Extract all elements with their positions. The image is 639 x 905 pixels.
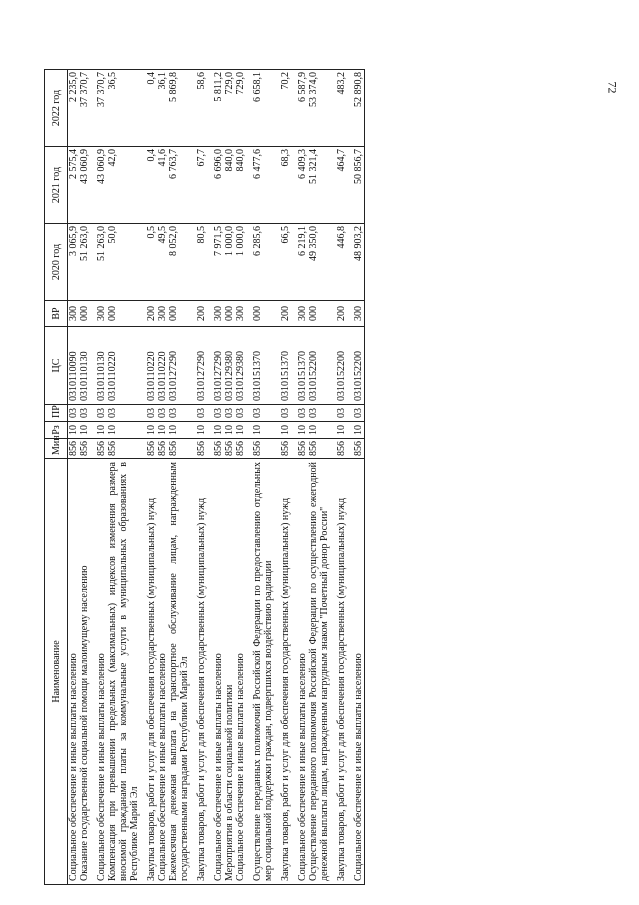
row-min: 856 [213,439,224,459]
row-name: Социальное обеспечение и иные выплаты населению [157,459,168,885]
row-min: 856 [308,439,330,459]
row-min: 856 [336,439,347,459]
table-row [353,70,365,885]
row-value-2020: 50,0 [107,224,140,301]
row-value-2020: 49,5 [157,224,168,301]
row-value-2020: 51 263,0 [96,224,107,301]
row-value-2021: 840,0 [224,147,235,224]
row-rz: 10 [252,422,274,439]
row-rz: 10 [168,422,190,439]
row-rz: 10 [353,422,365,439]
table-row [196,70,207,885]
row-value-2020: 80,5 [196,224,207,301]
table-row [280,70,291,885]
row-value-2022: 729,0 [235,70,246,147]
row-min: 856 [196,439,207,459]
row-value-2022: 6 587,9 [297,70,308,147]
table-row [308,70,330,885]
row-min: 856 [168,439,190,459]
row-value-2020: 7 971,5 [213,224,224,301]
row-value-2020: 51 263,0 [79,224,90,301]
row-vr: 000 [252,301,274,327]
row-value-2022: 37 370,7 [79,70,90,147]
table-row [235,70,246,885]
table-row [168,70,190,885]
row-value-2021: 0,4 [146,147,157,224]
row-value-2022: 36,5 [107,70,140,147]
row-value-2020: 446,8 [336,224,347,301]
table-row [68,70,80,885]
row-value-2021: 67,7 [196,147,207,224]
row-vr: 200 [196,301,207,327]
row-cs: 0310127290 [213,327,224,405]
header-vr: ВР [45,301,68,327]
row-cs: 0310110130 [79,327,90,405]
row-vr: 200 [336,301,347,327]
header-2020: 2020 год [45,224,68,301]
header-cs: ЦС [45,327,68,405]
row-pr: 03 [213,405,224,422]
row-pr: 03 [146,405,157,422]
row-rz: 10 [213,422,224,439]
row-min: 856 [224,439,235,459]
row-value-2022: 37 370,7 [96,70,107,147]
row-value-2020: 48 903,2 [353,224,365,301]
row-value-2021: 6 763,7 [168,147,190,224]
table-row [336,70,347,885]
row-rz: 10 [336,422,347,439]
table-row [297,70,308,885]
row-vr: 300 [157,301,168,327]
row-value-2020: 3 065,9 [68,224,80,301]
row-value-2022: 5 811,2 [213,70,224,147]
row-name: Компенсация при превышении предельных (максимальных) индексов изменения размера вносимой гражданами платы за коммунальные услуги в муниципальных образованиях в Республике Марий Эл [107,459,140,885]
header-pr: ПР [45,405,68,422]
header-rz: Рз [45,422,68,439]
row-vr: 000 [79,301,90,327]
row-rz: 10 [107,422,140,439]
row-cs: 0310129380 [235,327,246,405]
row-name: Закупка товаров, работ и услуг для обеспечения государственных (муниципальных) нужд [336,459,347,885]
row-vr: 300 [235,301,246,327]
header-2021: 2021 год [45,147,68,224]
row-rz: 10 [308,422,330,439]
row-value-2020: 1 000,0 [224,224,235,301]
row-cs: 0310110220 [146,327,157,405]
row-value-2021: 43 060,9 [96,147,107,224]
row-rz: 10 [224,422,235,439]
row-value-2020: 66,5 [280,224,291,301]
row-value-2021: 6 409,3 [297,147,308,224]
row-pr: 03 [107,405,140,422]
row-cs: 0310151370 [280,327,291,405]
row-vr: 000 [168,301,190,327]
row-value-2020: 49 350,0 [308,224,330,301]
row-pr: 03 [196,405,207,422]
row-cs: 0310152200 [308,327,330,405]
row-name: Социальное обеспечение и иные выплаты населению [297,459,308,885]
row-value-2021: 68,3 [280,147,291,224]
row-vr: 000 [224,301,235,327]
row-pr: 03 [224,405,235,422]
table-row [107,70,140,885]
row-vr: 000 [308,301,330,327]
row-vr: 000 [107,301,140,327]
table-row [157,70,168,885]
table-row [96,70,107,885]
row-value-2021: 51 321,4 [308,147,330,224]
table-row [252,70,274,885]
table-body [68,70,365,885]
table-row [146,70,157,885]
row-rz: 10 [68,422,80,439]
row-value-2020: 6 219,1 [297,224,308,301]
row-value-2022: 0,4 [146,70,157,147]
row-min: 856 [297,439,308,459]
row-pr: 03 [235,405,246,422]
row-pr: 03 [353,405,365,422]
row-name: Социальное обеспечение и иные выплаты населению [68,459,80,885]
row-vr: 200 [146,301,157,327]
row-rz: 10 [196,422,207,439]
row-vr: 300 [96,301,107,327]
row-value-2022: 53 374,0 [308,70,330,147]
row-cs: 0310110090 [68,327,80,405]
row-name: Ежемесячная денежная выплата на транспортное обслуживание лицам, награжденным государственными наградами Республики Марий Эл [168,459,190,885]
row-vr: 300 [353,301,365,327]
table-row [79,70,90,885]
table-row [224,70,235,885]
row-value-2020: 0,5 [146,224,157,301]
row-cs: 0310151370 [252,327,274,405]
row-min: 856 [79,439,90,459]
row-name: Осуществление переданного полномочия Российской Федерации по осуществлению ежегодной денежной выплаты лицам, награжденным нагрудным знаком "Почетный донор России" [308,459,330,885]
row-value-2022: 58,6 [196,70,207,147]
row-cs: 0310127290 [168,327,190,405]
row-name: Осуществление переданных полномочий Российской Федерации по предоставлению отдельных мер социальной поддержки граждан, подвергшихся воздействию радиации [252,459,274,885]
row-value-2022: 483,2 [336,70,347,147]
row-value-2020: 6 285,6 [252,224,274,301]
row-vr: 300 [297,301,308,327]
row-name: Закупка товаров, работ и услуг для обеспечения государственных (муниципальных) нужд [196,459,207,885]
header-2022: 2022 год [45,70,68,147]
table-header-row [45,70,68,885]
row-value-2021: 41,6 [157,147,168,224]
row-min: 856 [107,439,140,459]
row-pr: 03 [297,405,308,422]
row-value-2022: 70,2 [280,70,291,147]
row-min: 856 [235,439,246,459]
row-value-2021: 464,7 [336,147,347,224]
row-pr: 03 [308,405,330,422]
row-name: Социальное обеспечение и иные выплаты населению [96,459,107,885]
row-cs: 0310110130 [96,327,107,405]
row-value-2022: 6 658,1 [252,70,274,147]
row-value-2021: 43 060,9 [79,147,90,224]
row-rz: 10 [79,422,90,439]
row-name: Закупка товаров, работ и услуг для обеспечения государственных (муниципальных) нужд [280,459,291,885]
row-vr: 200 [280,301,291,327]
row-min: 856 [280,439,291,459]
row-value-2021: 2 575,4 [68,147,80,224]
header-min: Мин [45,439,68,459]
row-name: Социальное обеспечение и иные выплаты населению [213,459,224,885]
row-rz: 10 [157,422,168,439]
row-value-2021: 42,0 [107,147,140,224]
row-min: 856 [96,439,107,459]
row-value-2021: 50 856,7 [353,147,365,224]
row-vr: 300 [68,301,80,327]
row-cs: 0310152200 [336,327,347,405]
row-value-2022: 5 869,8 [168,70,190,147]
row-rz: 10 [96,422,107,439]
header-name: Наименование [45,459,68,885]
row-name: Социальное обеспечение и иные выплаты населению [235,459,246,885]
row-cs: 0310110220 [107,327,140,405]
row-value-2022: 36,1 [157,70,168,147]
row-value-2021: 6 696,0 [213,147,224,224]
row-cs: 0310129380 [224,327,235,405]
row-value-2022: 52 890,8 [353,70,365,147]
row-rz: 10 [235,422,246,439]
row-value-2022: 2 235,0 [68,70,80,147]
row-pr: 03 [280,405,291,422]
row-min: 856 [68,439,80,459]
budget-table [44,69,365,885]
table-row [213,70,224,885]
row-pr: 03 [336,405,347,422]
row-min: 856 [353,439,365,459]
row-value-2022: 729,0 [224,70,235,147]
row-min: 856 [146,439,157,459]
row-cs: 0310152200 [353,327,365,405]
row-pr: 03 [157,405,168,422]
row-cs: 0310127290 [196,327,207,405]
row-rz: 10 [280,422,291,439]
row-value-2020: 1 000,0 [235,224,246,301]
rotated-page-body [44,70,604,885]
row-cs: 0310110220 [157,327,168,405]
row-pr: 03 [252,405,274,422]
row-value-2020: 8 052,0 [168,224,190,301]
row-rz: 10 [297,422,308,439]
page-number: 72 [605,81,620,94]
row-rz: 10 [146,422,157,439]
row-name: Социальное обеспечение и иные выплаты населению [353,459,365,885]
row-cs: 0310151370 [297,327,308,405]
row-value-2021: 6 477,6 [252,147,274,224]
row-name: Мероприятия в области социальной политики [224,459,235,885]
row-name: Оказание государственной социальной помощи малоимущему населению [79,459,90,885]
row-name: Закупка товаров, работ и услуг для обеспечения государственных (муниципальных) нужд [146,459,157,885]
row-pr: 03 [168,405,190,422]
row-value-2021: 840,0 [235,147,246,224]
row-min: 856 [252,439,274,459]
row-min: 856 [157,439,168,459]
row-pr: 03 [96,405,107,422]
row-vr: 300 [213,301,224,327]
row-pr: 03 [79,405,90,422]
row-pr: 03 [68,405,80,422]
